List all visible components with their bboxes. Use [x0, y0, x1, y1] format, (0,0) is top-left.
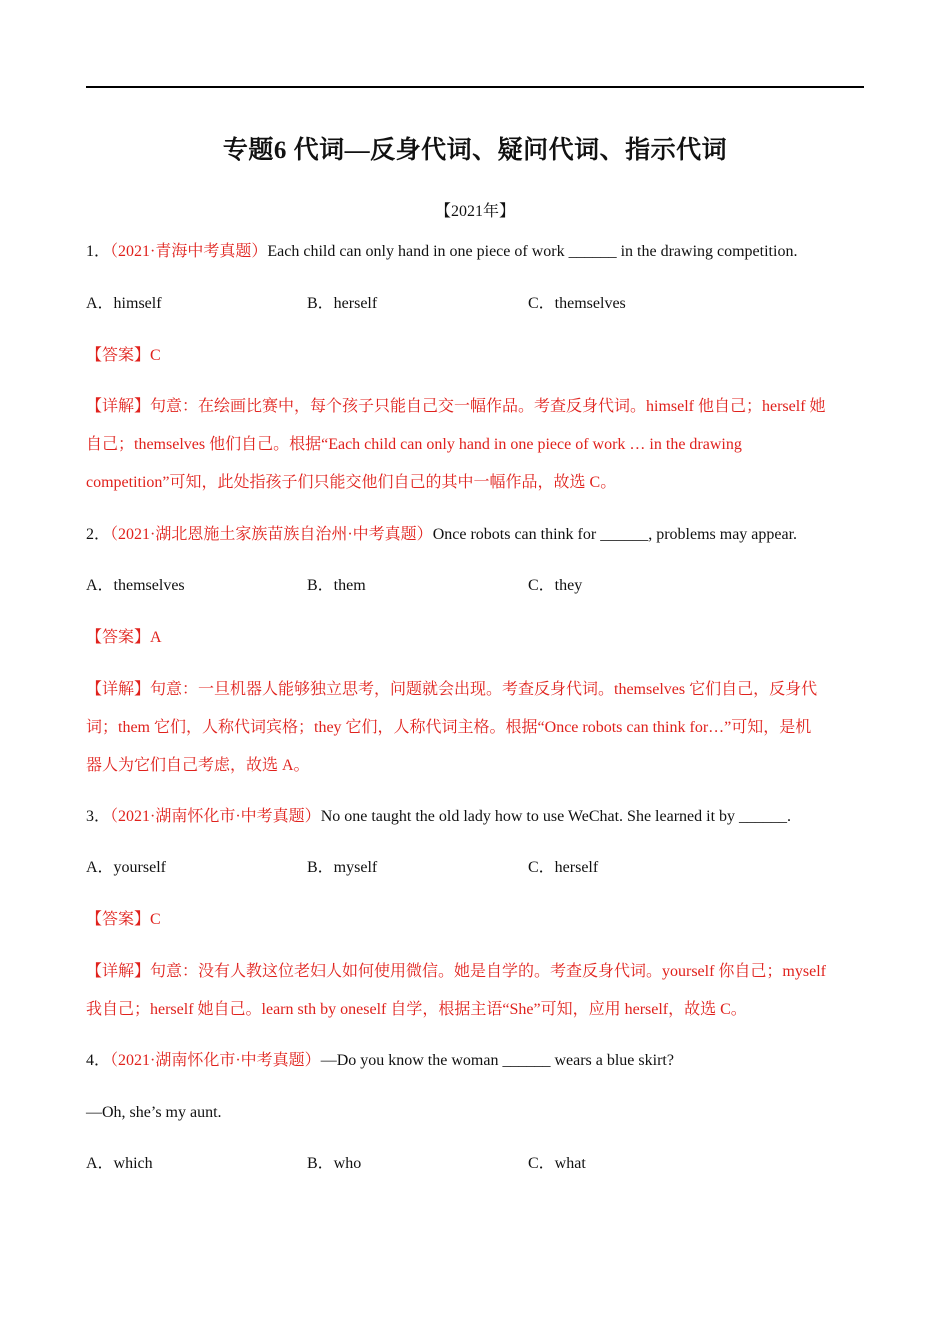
question-number: 4．	[86, 1052, 111, 1069]
question-4	[86, 1050, 866, 1072]
question-stem: —Do you know the woman ______ wears a blue skirt?	[320, 1052, 674, 1069]
explanation-line: 自己；themselves 他们自己。根据“Each child can only hand in one piece of work … in the drawing	[86, 436, 742, 453]
explanation-line: 词；them 它们，人称代词宾格；they 它们，人称代词主格。根据“Once robots can think for…”可知，是机	[86, 719, 812, 736]
header-rule	[86, 86, 864, 88]
page-title: 专题6 代词—反身代词、疑问代词、指示代词	[222, 137, 728, 164]
option-c: C．herself	[528, 859, 599, 876]
option-a: A．themselves	[86, 577, 185, 594]
option-a: A．which	[86, 1155, 153, 1172]
question-reply: —Oh, she’s my aunt.	[86, 1104, 222, 1121]
question-number: 1．	[86, 243, 111, 260]
explanation-line: 器人为它们自己考虑，故选 A。	[86, 757, 310, 774]
question-3	[86, 806, 866, 828]
option-b: B．who	[307, 1155, 362, 1172]
answer: 【答案】C	[86, 347, 161, 364]
question-source: （2021·湖南怀化市·中考真题）	[110, 808, 321, 825]
option-c: C．themselves	[528, 295, 626, 312]
option-a: A．himself	[86, 295, 162, 312]
question-2	[86, 524, 866, 546]
year-header: 【2021年】	[434, 203, 515, 220]
explanation-line: competition”可知，此处指孩子们只能交他们自己的其中一幅作品，故选 C。	[86, 474, 617, 491]
option-a: A．yourself	[86, 859, 166, 876]
question-source: （2021·湖北恩施土家族苗族自治州·中考真题）	[110, 526, 433, 543]
answer: 【答案】C	[86, 911, 161, 928]
option-c: C．they	[528, 577, 583, 594]
option-b: B．them	[307, 577, 366, 594]
explanation-line: 【详解】句意：没有人教这位老妇人如何使用微信。她是自学的。考查反身代词。yourself 你自己；myself	[86, 963, 826, 980]
explanation-line: 我自己；herself 她自己。learn sth by oneself 自学，根据主语“She”可知，应用 herself，故选 C。	[86, 1001, 747, 1018]
option-b: B．herself	[307, 295, 378, 312]
answer: 【答案】A	[86, 629, 162, 646]
question-source: （2021·湖南怀化市·中考真题）	[110, 1052, 321, 1069]
question-stem: No one taught the old lady how to use WeChat. She learned it by ______.	[320, 808, 792, 825]
explanation-line: 【详解】句意：在绘画比赛中，每个孩子只能自己交一幅作品。考查反身代词。himself 他自己；herself 她	[86, 398, 826, 415]
option-b: B．myself	[307, 859, 378, 876]
question-number: 3．	[86, 808, 111, 825]
option-c: C．what	[528, 1155, 586, 1172]
explanation-line: 【详解】句意：一旦机器人能够独立思考，问题就会出现。考查反身代词。themselves 它们自己，反身代	[86, 681, 818, 698]
question-stem: Once robots can think for ______, problems may appear.	[432, 526, 798, 543]
question-1	[86, 241, 866, 263]
question-stem: Each child can only hand in one piece of work ______ in the drawing competition.	[267, 243, 798, 260]
question-source: （2021·青海中考真题）	[110, 243, 268, 260]
question-number: 2．	[86, 526, 111, 543]
